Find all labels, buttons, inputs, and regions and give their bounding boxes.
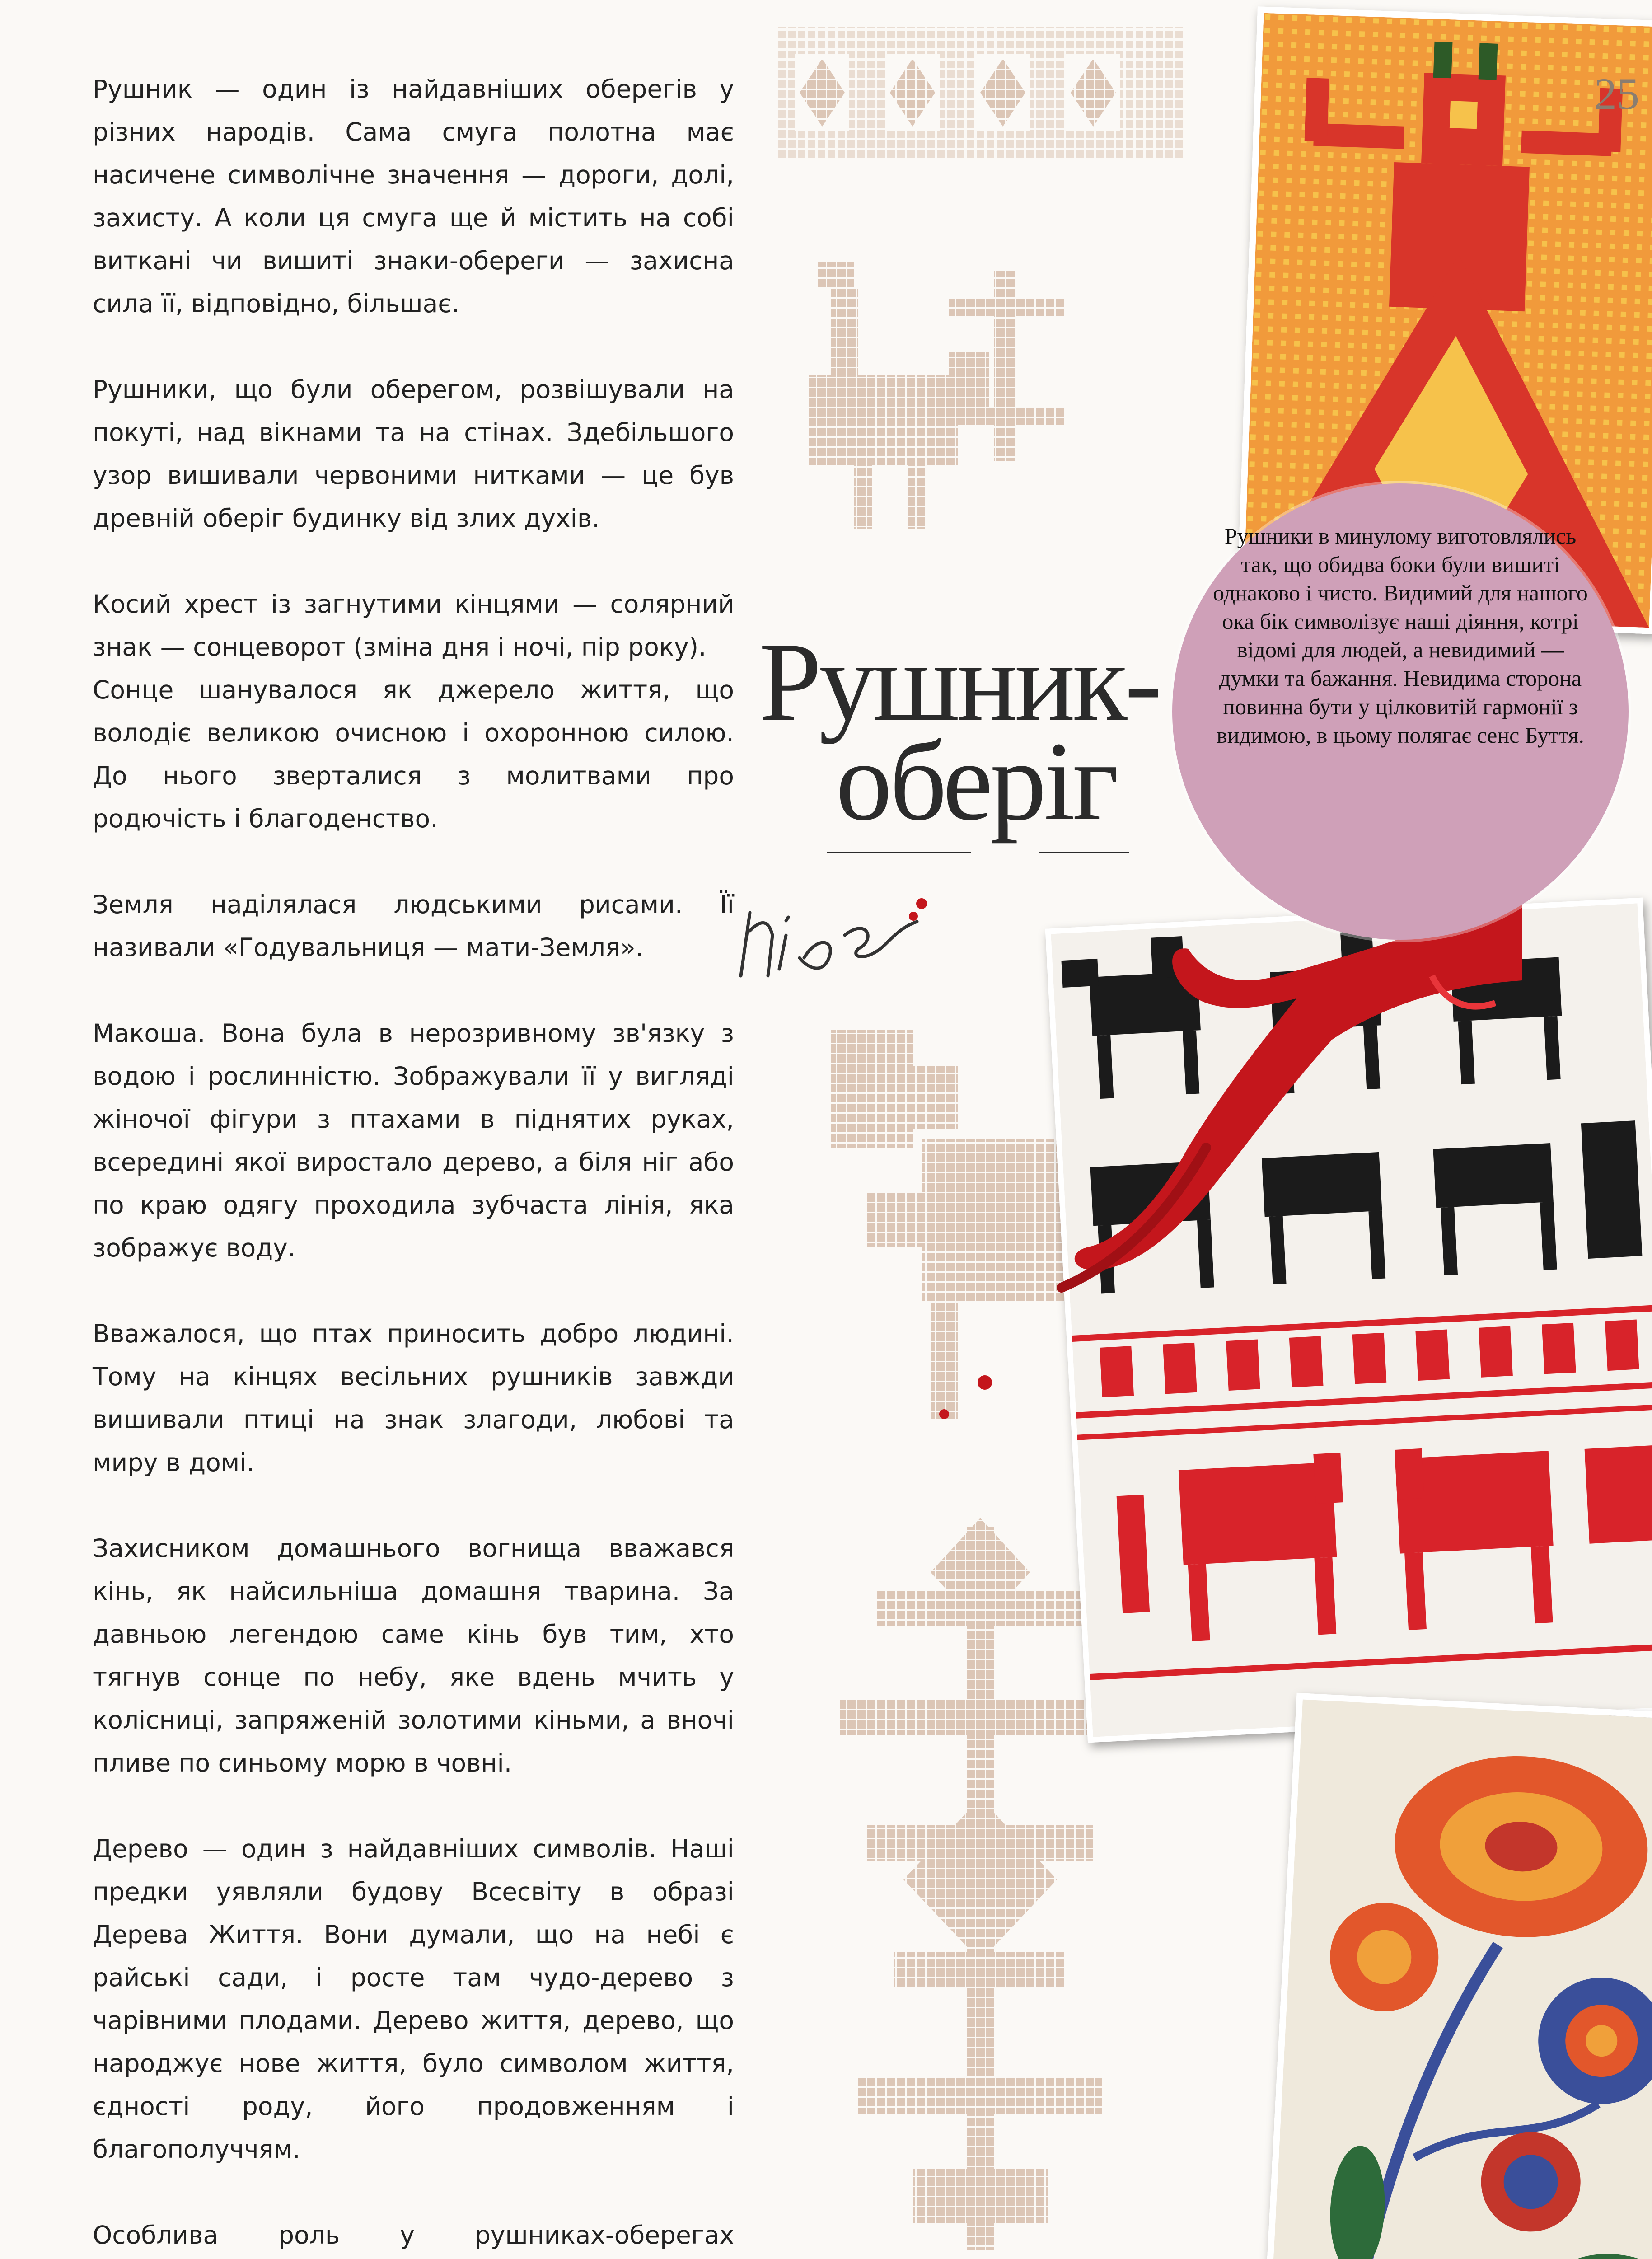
paragraph: Рушник — один із найдавніших оберегів у різних народів. Сама смуга полотна має насичене символічне значення — дороги, долі, захисту. А коли ця смуга ще й містить на собі виткані чи вишиті знаки-обереги — захисна сила її, відповідно, більшає. bbox=[93, 75, 734, 318]
callout-text: Рушники в минулому виготовлялись так, що обидва боки були вишиті однаково і чисто. Видимий для нашого ока бік символізує наші діяння, котрі відомі для людей, а невидимий — думки та бажання. Невидима сторона повинна бути у цілковитій гармонії з видимою, в цьому полягає сенс Буття. bbox=[1213, 523, 1588, 748]
article-body bbox=[93, 68, 734, 2259]
paragraph: Захисником домашнього вогнища вважався кінь, як найсильніша домашня тварина. За давньою легендою саме кінь був тим, хто тягнув сонце по небу, яке вдень мчить у колісниці, запряженій золотими кіньми, а вночі пливе по синьому морю в човні. bbox=[93, 1534, 734, 1777]
title-underline bbox=[1039, 852, 1129, 853]
title-underline bbox=[827, 852, 971, 853]
handwritten-signature bbox=[732, 867, 926, 985]
title-line-2: оберіг bbox=[836, 719, 1116, 844]
paragraph: Особлива роль у рушниках-оберегах bbox=[93, 2221, 734, 2250]
paragraph: Макоша. Вона була в нерозривному зв'язку з водою і рослинністю. Зображували її у вигляді жіночої фігури з птахами в піднятих руках, всередині якої виростало дерево, а біля ніг або по краю одягу проходила зубчаста лінія, яка зображує воду. bbox=[93, 1019, 734, 1262]
paragraph: Косий хрест із загнутими кінцями — солярний знак — сонцеворот (зміна дня і ночі, пір року). Сонце шанувалося як джерело життя, що володіє великою очисною і охоронною силою. До нього зверталися з молитвами про родючість і благоденство. bbox=[93, 590, 734, 833]
floral-embroidery-image bbox=[1261, 1693, 1652, 2259]
paragraph: Рушники, що були оберегом, розвішували на покуті, над вікнами та на стінах. Здебільшого узор вишивали червоними нитками — це був древній оберіг будинку від злих духів. bbox=[93, 375, 734, 533]
paragraph: Земля наділялася людськими рисами. Її називали «Годувальниця — мати-Земля». bbox=[93, 890, 734, 962]
paragraph: Вважалося, що птах приносить добро людині. Тому на кінцях весільних рушників завжди вишивали птиці на знак злагоди, любові та миру в домі. bbox=[93, 1319, 734, 1477]
paint-splash bbox=[890, 895, 1522, 1459]
page-number: 25 bbox=[1594, 69, 1639, 119]
callout-bubble bbox=[1172, 483, 1629, 940]
paragraph: Дерево — один з найдавніших символів. Наші предки уявляли будову Всесвіту в образі Дерева Життя. Вони думали, що на небі є райські сади, і росте там чудо-дерево з чарівними плодами. Дерево життя, дерево, що народжує нове життя, було символом життя, єдності роду, його продовженням і благополуччям. bbox=[93, 1834, 734, 2164]
title-line-1: Рушник- bbox=[759, 619, 1160, 745]
